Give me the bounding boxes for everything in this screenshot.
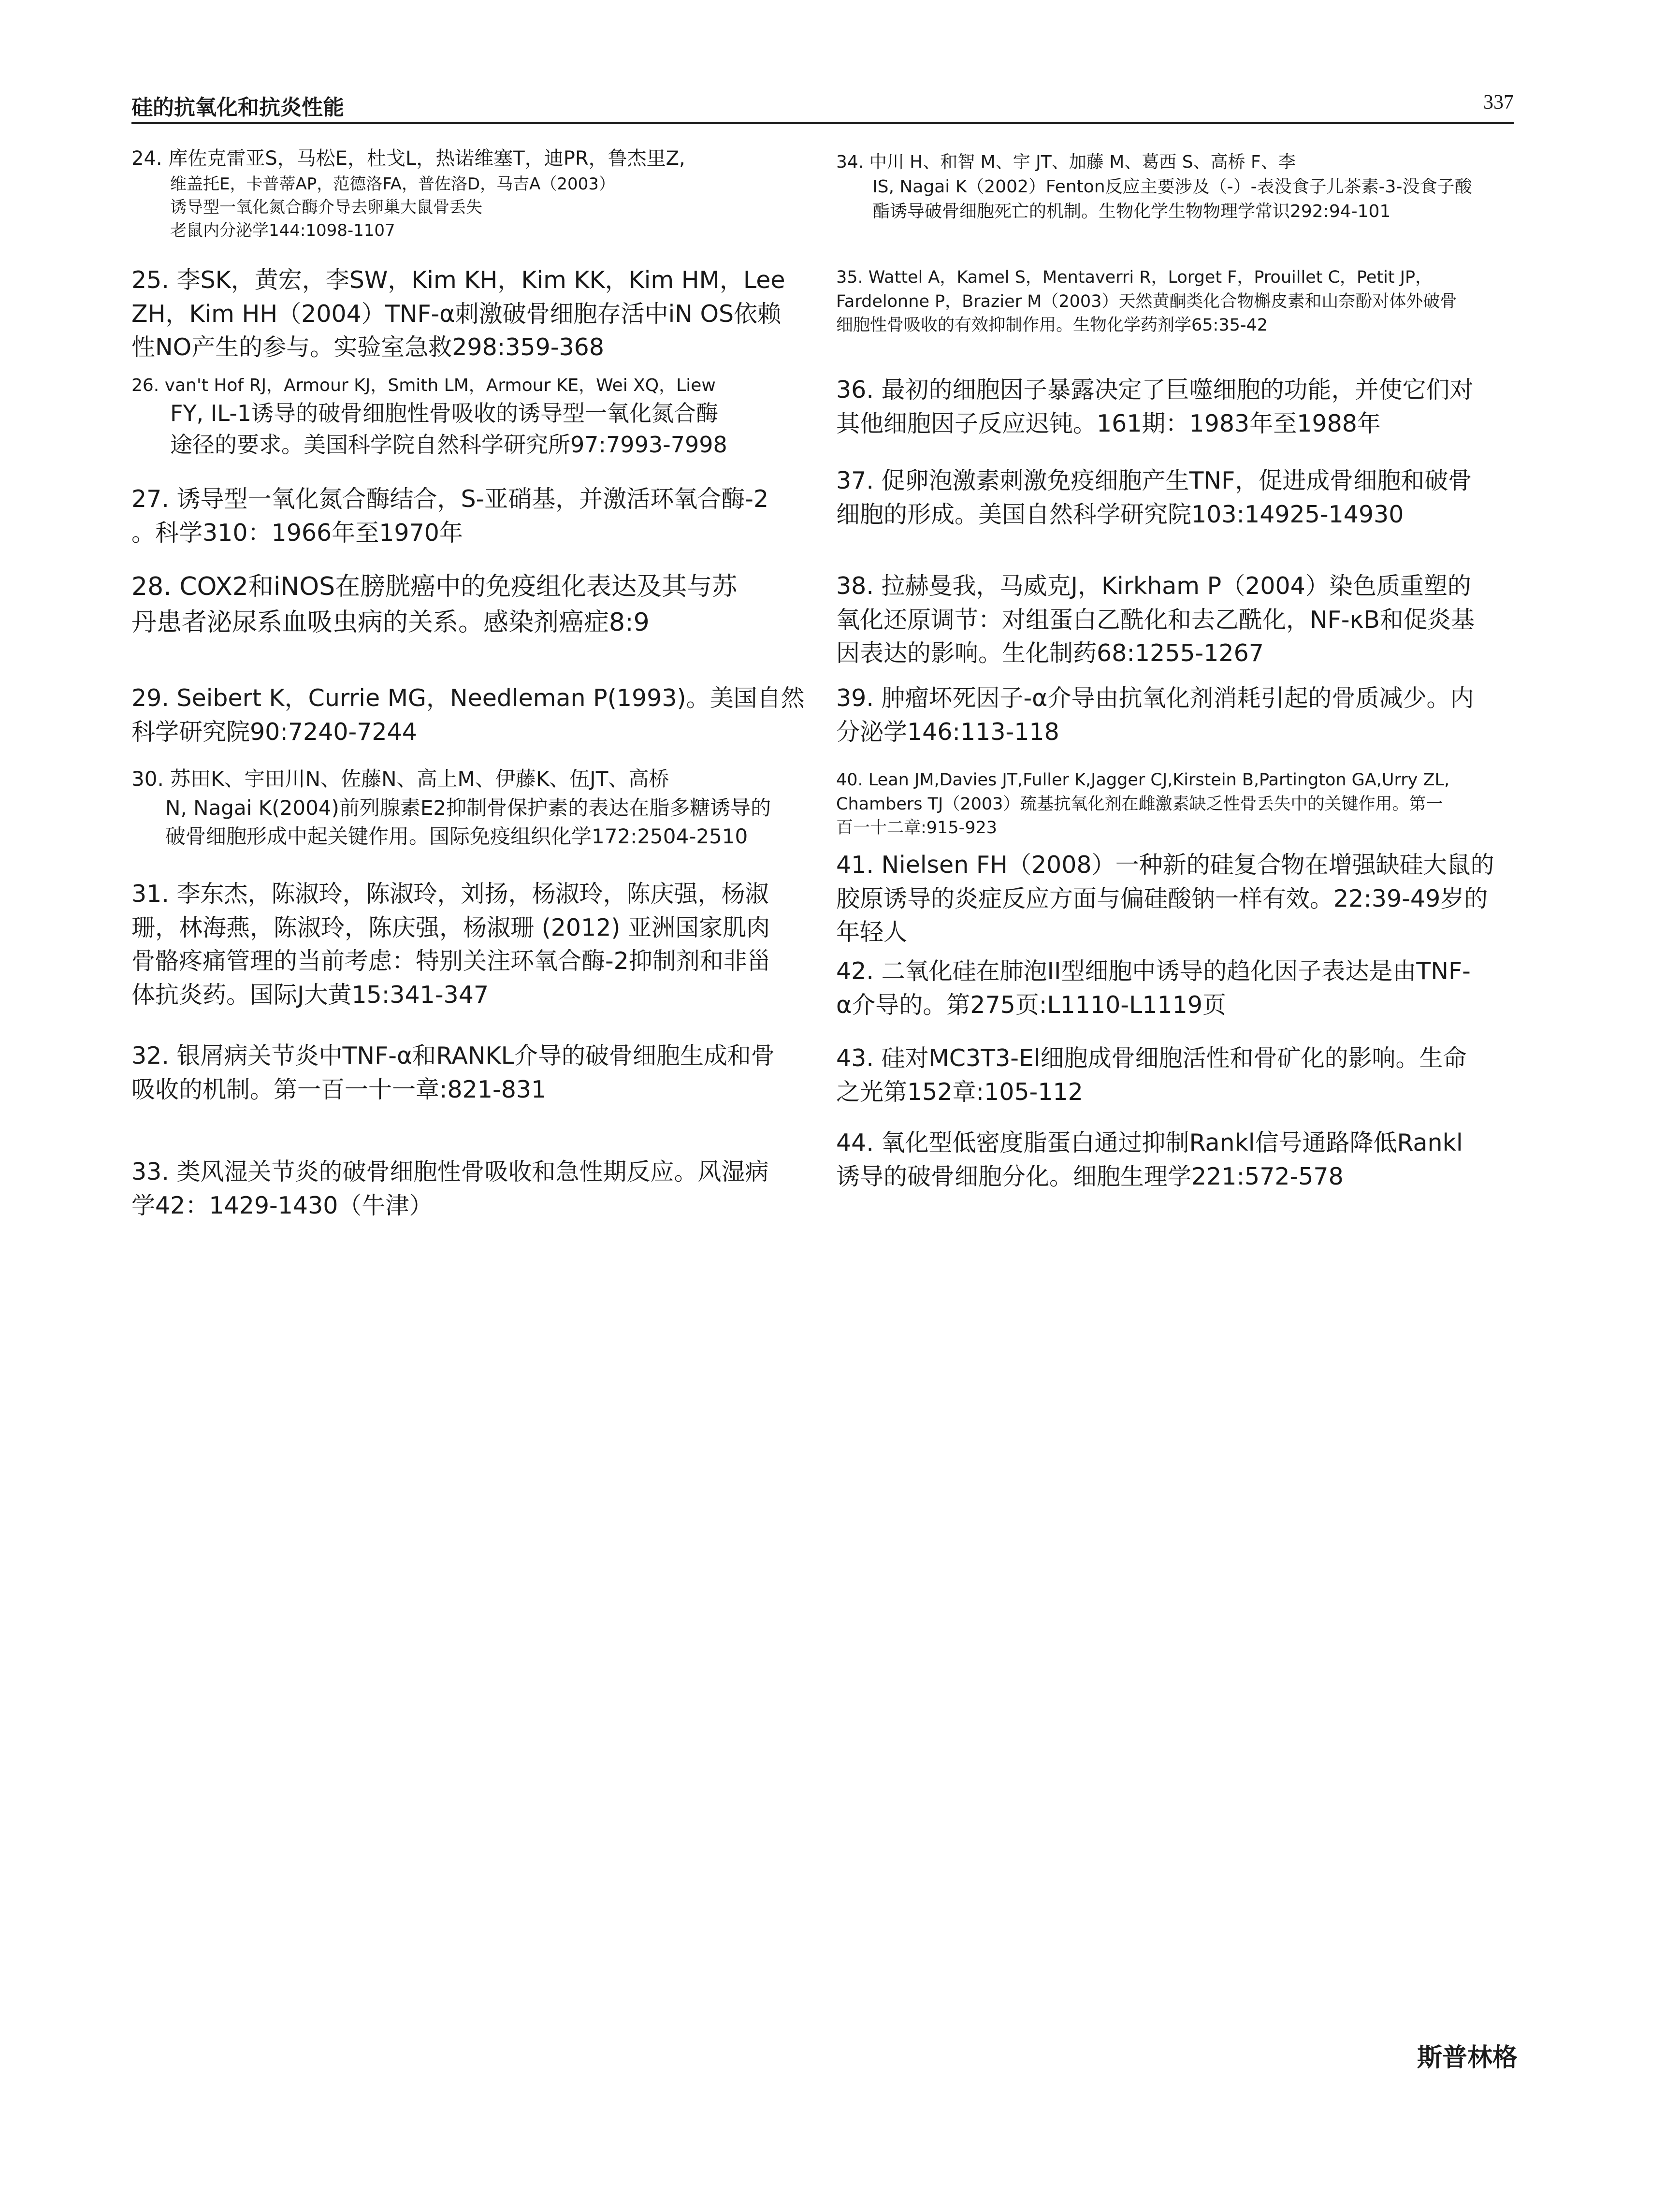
- reference-line: 体抗炎药。国际J大黄15:341-347: [131, 981, 489, 1009]
- reference-line: 41. Nielsen FH（2008）一种新的硅复合物在增强缺硅大鼠的: [836, 851, 1494, 879]
- reference-line: 33. 类风湿关节炎的破骨细胞性骨吸收和急性期反应。风湿病: [131, 1158, 769, 1186]
- reference-37: [836, 464, 1518, 531]
- reference-line: Chambers TJ（2003）巯基抗氧化剂在雌激素缺乏性骨丢失中的关键作用。第一: [836, 794, 1443, 814]
- reference-line: 26. van't Hof RJ，Armour KJ，Smith LM，Armour KE，Wei XQ，Liew: [131, 376, 716, 395]
- reference-line: 骨骼疼痛管理的当前考虑：特别关注环氧合酶-2抑制剂和非甾: [131, 947, 771, 975]
- reference-29: [131, 681, 813, 749]
- reference-line: 吸收的机制。第一百一十一章:821-831: [131, 1075, 547, 1103]
- page-number: 337: [1483, 91, 1514, 114]
- publisher-brand: 斯普林格: [1417, 2043, 1518, 2072]
- reference-line: 35. Wattel A，Kamel S，Mentaverri R，Lorget F，Prouillet C，Petit JP，: [836, 268, 1433, 287]
- reference-line: 36. 最初的细胞因子暴露决定了巨噬细胞的功能，并使它们对: [836, 376, 1474, 404]
- reference-line: 44. 氧化型低密度脂蛋白通过抑制Rankl信号通路降低Rankl: [836, 1129, 1463, 1157]
- reference-line: 其他细胞因子反应迟钝。161期：1983年至1988年: [836, 409, 1381, 437]
- reference-44: [836, 1126, 1518, 1193]
- reference-line: 28. COX2和iNOS在膀胱癌中的免疫组化表达及其与苏: [131, 572, 738, 601]
- reference-line: 。科学310：1966年至1970年: [131, 519, 463, 547]
- reference-line: 丹患者泌尿系血吸虫病的关系。感染剂癌症8:9: [131, 607, 650, 637]
- reference-42: [836, 954, 1518, 1022]
- reference-line: 细胞性骨吸收的有效抑制作用。生物化学药剂学65:35-42: [836, 316, 1268, 335]
- reference-38: [836, 569, 1518, 670]
- reference-28: [131, 569, 813, 641]
- reference-40: [836, 768, 1518, 840]
- page-header: [131, 87, 1514, 124]
- reference-line: 诱导的破骨细胞分化。细胞生理学221:572-578: [836, 1162, 1344, 1190]
- reference-line: 科学研究院90:7240-7244: [131, 718, 417, 746]
- reference-26: [131, 373, 813, 461]
- reference-33: [131, 1155, 813, 1222]
- reference-line: FY, IL-1诱导的破骨细胞性骨吸收的诱导型一氧化氮合酶: [170, 400, 719, 427]
- reference-line: 百一十二章:915-923: [836, 818, 998, 838]
- reference-line: 27. 诱导型一氧化氮合酶结合，S-亚硝基，并激活环氧合酶-2: [131, 485, 769, 513]
- reference-line: IS, Nagai K（2002）Fenton反应主要涉及（-）-表没食子儿茶素-3-没食子酸: [872, 177, 1472, 197]
- reference-line: 维盖托E，卡普蒂AP，范德洛FA，普佐洛D，马吉A（2003）: [170, 174, 615, 194]
- reference-line: 氧化还原调节：对组蛋白乙酰化和去乙酰化，NF-κB和促炎基: [836, 606, 1475, 634]
- reference-24: [131, 145, 813, 243]
- reference-line: 学42：1429-1430（牛津）: [131, 1191, 433, 1219]
- reference-line: 诱导型一氧化氮合酶介导去卵巢大鼠骨丢失: [170, 198, 482, 217]
- reference-line: 38. 拉赫曼我，马威克J，Kirkham P（2004）染色质重塑的: [836, 572, 1471, 600]
- reference-line: 40. Lean JM,Davies JT,Fuller K,Jagger CJ,Kirstein B,Partington GA,Urry ZL,: [836, 770, 1450, 790]
- reference-34: [836, 150, 1518, 224]
- reference-32: [131, 1039, 813, 1106]
- reference-line: 胶原诱导的炎症反应方面与偏硅酸钠一样有效。22:39-49岁的: [836, 884, 1488, 912]
- reference-line: N, Nagai K(2004)前列腺素E2抑制骨保护素的表达在脂多糖诱导的: [165, 795, 771, 820]
- reference-25: [131, 263, 813, 364]
- reference-30: [131, 765, 813, 851]
- running-title: 硅的抗氧化和抗炎性能: [131, 95, 344, 120]
- reference-line: 29. Seibert K，Currie MG，Needleman P(1993)。美国自然: [131, 684, 805, 712]
- reference-31: [131, 877, 813, 1012]
- reference-35: [836, 266, 1518, 338]
- reference-27: [131, 482, 813, 549]
- reference-line: 30. 苏田K、宇田川N、佐藤N、高上M、伊藤K、伍JT、高桥: [131, 767, 669, 791]
- reference-line: 珊，林海燕，陈淑玲，陈庆强，杨淑珊 (2012) 亚洲国家肌肉: [131, 913, 770, 941]
- reference-line: α介导的。第275页:L1110-L1119页: [836, 991, 1227, 1019]
- reference-line: 42. 二氧化硅在肺泡II型细胞中诱导的趋化因子表达是由TNF-: [836, 957, 1471, 985]
- reference-43: [836, 1041, 1518, 1109]
- reference-line: 之光第152章:105-112: [836, 1078, 1083, 1106]
- reference-line: 31. 李东杰，陈淑玲，陈淑玲，刘扬，杨淑玲，陈庆强，杨淑: [131, 880, 769, 908]
- reference-line: 32. 银屑病关节炎中TNF-α和RANKL介导的破骨细胞生成和骨: [131, 1042, 775, 1070]
- reference-line: 25. 李SK，黄宏，李SW，Kim KH，Kim KK，Kim HM，Lee: [131, 266, 785, 294]
- reference-line: 39. 肿瘤坏死因子-α介导由抗氧化剂消耗引起的骨质减少。内: [836, 684, 1474, 712]
- reference-line: 破骨细胞形成中起关键作用。国际免疫组织化学172:2504-2510: [165, 824, 748, 849]
- reference-39: [836, 681, 1518, 749]
- reference-line: 43. 硅对MC3T3-El细胞成骨细胞活性和骨矿化的影响。生命: [836, 1044, 1467, 1072]
- reference-line: 年轻人: [836, 918, 908, 946]
- reference-line: 细胞的形成。美国自然科学研究院103:14925-14930: [836, 500, 1404, 528]
- reference-41: [836, 848, 1518, 949]
- reference-36: [836, 373, 1518, 440]
- reference-line: 途径的要求。美国科学院自然科学研究所97:7993-7998: [170, 432, 727, 458]
- reference-line: 酯诱导破骨细胞死亡的机制。生物化学生物物理学常识292:94-101: [872, 202, 1391, 222]
- reference-line: 24. 库佐克雷亚S，马松E，杜戈L，热诺维塞T，迪PR，鲁杰里Z,: [131, 147, 685, 170]
- reference-line: 老鼠内分泌学144:1098-1107: [170, 221, 395, 241]
- reference-line: 性NO产生的参与。实验室急救298:359-368: [131, 333, 604, 361]
- reference-line: 34. 中川 H、和智 M、宇 JT、加藤 M、葛西 S、高桥 F、李: [836, 152, 1296, 172]
- reference-line: 分泌学146:113-118: [836, 718, 1059, 746]
- reference-line: Fardelonne P，Brazier M（2003）天然黄酮类化合物槲皮素和山奈酚对体外破骨: [836, 291, 1457, 311]
- reference-line: 37. 促卵泡激素刺激免疫细胞产生TNF，促进成骨细胞和破骨: [836, 467, 1472, 494]
- reference-line: 因表达的影响。生化制药68:1255-1267: [836, 639, 1264, 667]
- reference-line: ZH，Kim HH（2004）TNF-α刺激破骨细胞存活中iN OS依赖: [131, 300, 782, 328]
